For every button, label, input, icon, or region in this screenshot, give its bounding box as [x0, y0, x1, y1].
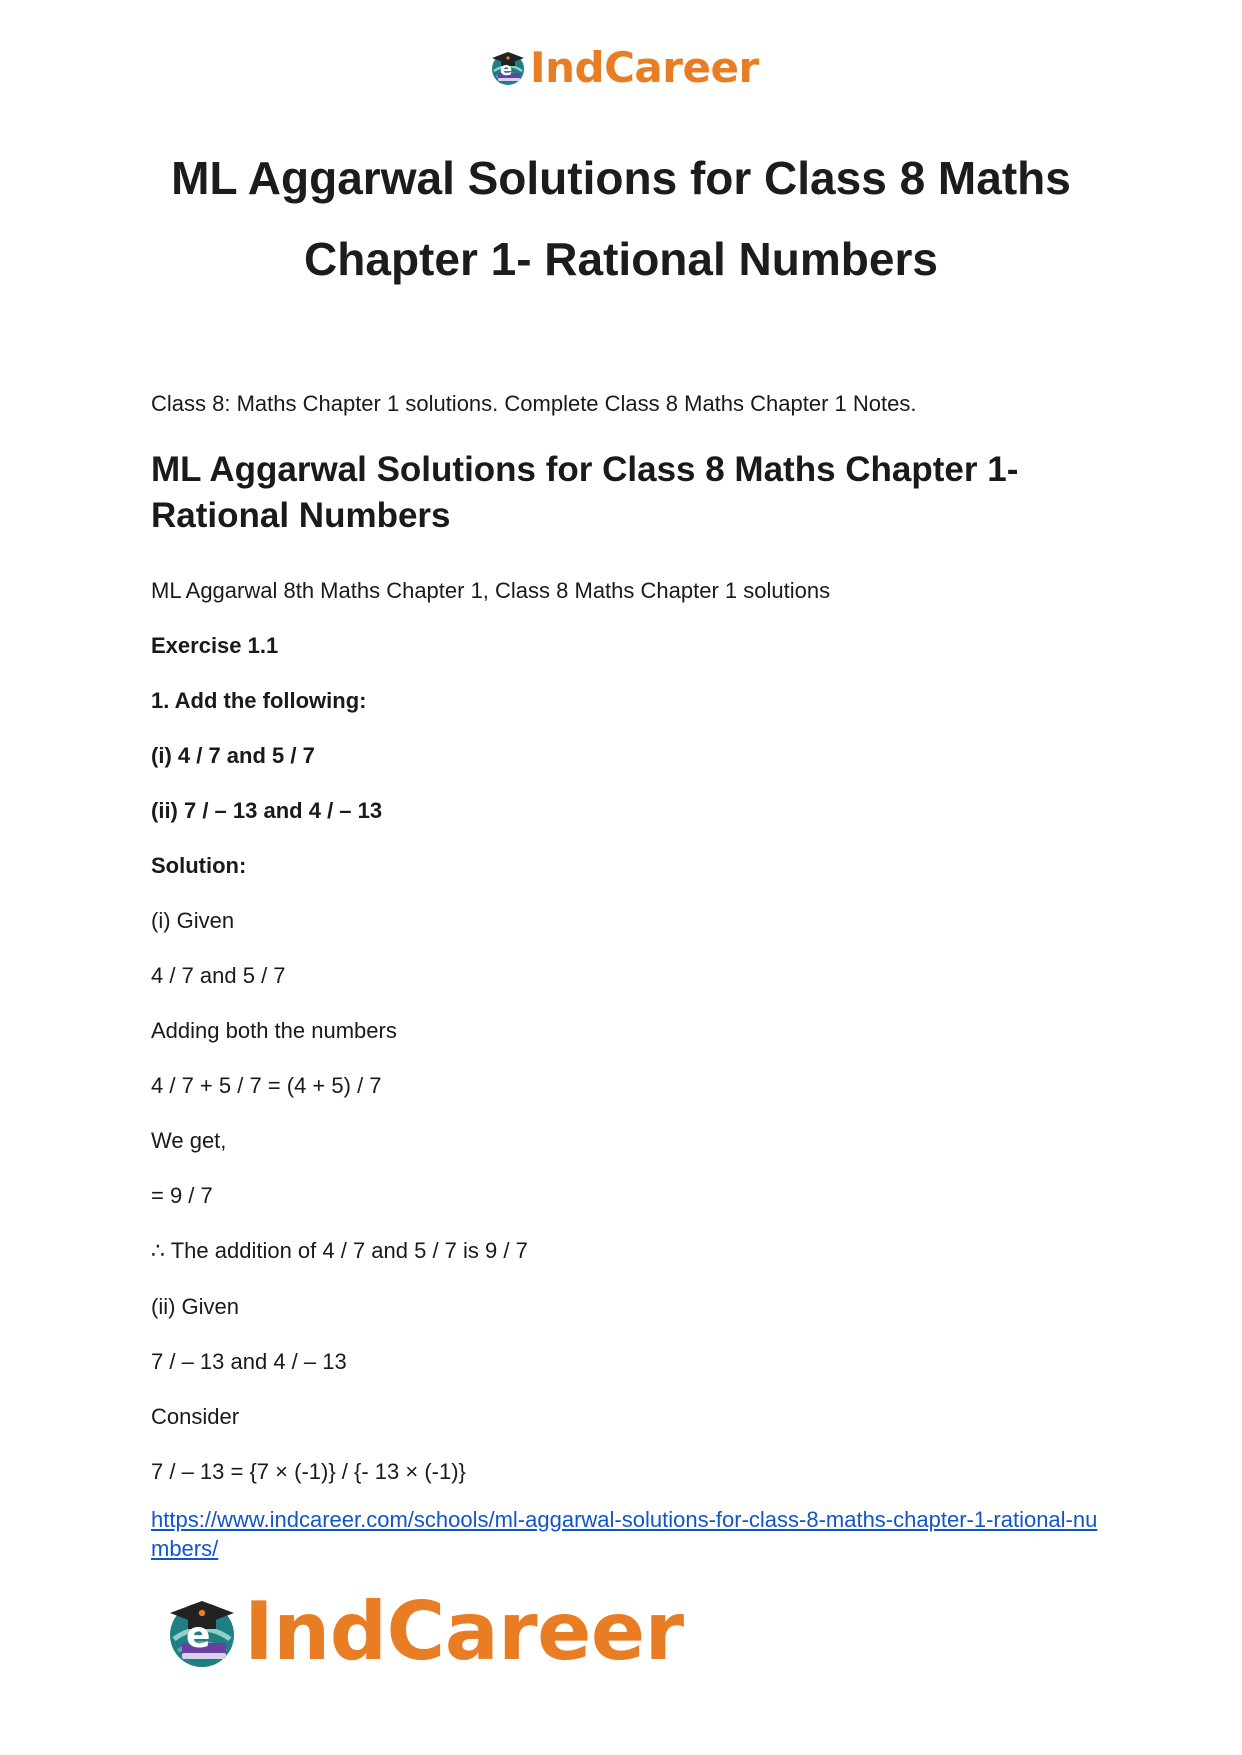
page-title-line-2: Chapter 1- Rational Numbers [304, 233, 938, 285]
question-part-i: (i) 4 / 7 and 5 / 7 [151, 743, 315, 768]
graduation-globe-icon [488, 47, 528, 87]
solution-line: 4 / 7 and 5 / 7 [151, 963, 286, 988]
svg-text:e: e [500, 59, 513, 80]
solution-label: Solution: [151, 853, 247, 878]
solution-line: (i) Given [151, 908, 235, 933]
subtitle-text: ML Aggarwal 8th Maths Chapter 1, Class 8 Maths Chapter 1 solutions [151, 578, 831, 603]
brand-wordmark: IndCareer [530, 42, 759, 92]
solution-line: 7 / – 13 = {7 × (-1)} / {- 13 × (-1)} [151, 1459, 466, 1484]
solution-line: (ii) Given [151, 1294, 240, 1319]
solution-line: Adding both the numbers [151, 1018, 397, 1043]
solution-line: ∴ The addition of 4 / 7 and 5 / 7 is 9 / 7 [151, 1238, 528, 1263]
intro-text: Class 8: Maths Chapter 1 solutions. Complete Class 8 Maths Chapter 1 Notes. [151, 391, 917, 416]
solution-line: We get, [151, 1128, 227, 1153]
question-prompt: 1. Add the following: [151, 688, 367, 713]
svg-text:e: e [186, 1615, 211, 1656]
section-heading: ML Aggarwal Solutions for Class 8 Maths Chapter 1- Rational Numbers [151, 450, 1019, 535]
indcareer-logo-top [488, 42, 759, 92]
source-url-link[interactable]: https://www.indcareer.com/schools/ml-aggarwal-solutions-for-class-8-maths-chapter-1-rational-numbers/ [151, 1507, 1098, 1561]
graduation-globe-icon [162, 1591, 242, 1671]
brand-wordmark: IndCareer [244, 1584, 684, 1678]
solution-line: = 9 / 7 [151, 1183, 213, 1208]
question-part-ii: (ii) 7 / – 13 and 4 / – 13 [151, 798, 383, 823]
indcareer-logo-bottom [162, 1584, 684, 1678]
solution-line: 7 / – 13 and 4 / – 13 [151, 1349, 347, 1374]
page-title-line-1: ML Aggarwal Solutions for Class 8 Maths [171, 152, 1071, 204]
solution-line: 4 / 7 + 5 / 7 = (4 + 5) / 7 [151, 1073, 382, 1098]
solution-line: Consider [151, 1404, 240, 1429]
exercise-heading: Exercise 1.1 [151, 633, 279, 658]
